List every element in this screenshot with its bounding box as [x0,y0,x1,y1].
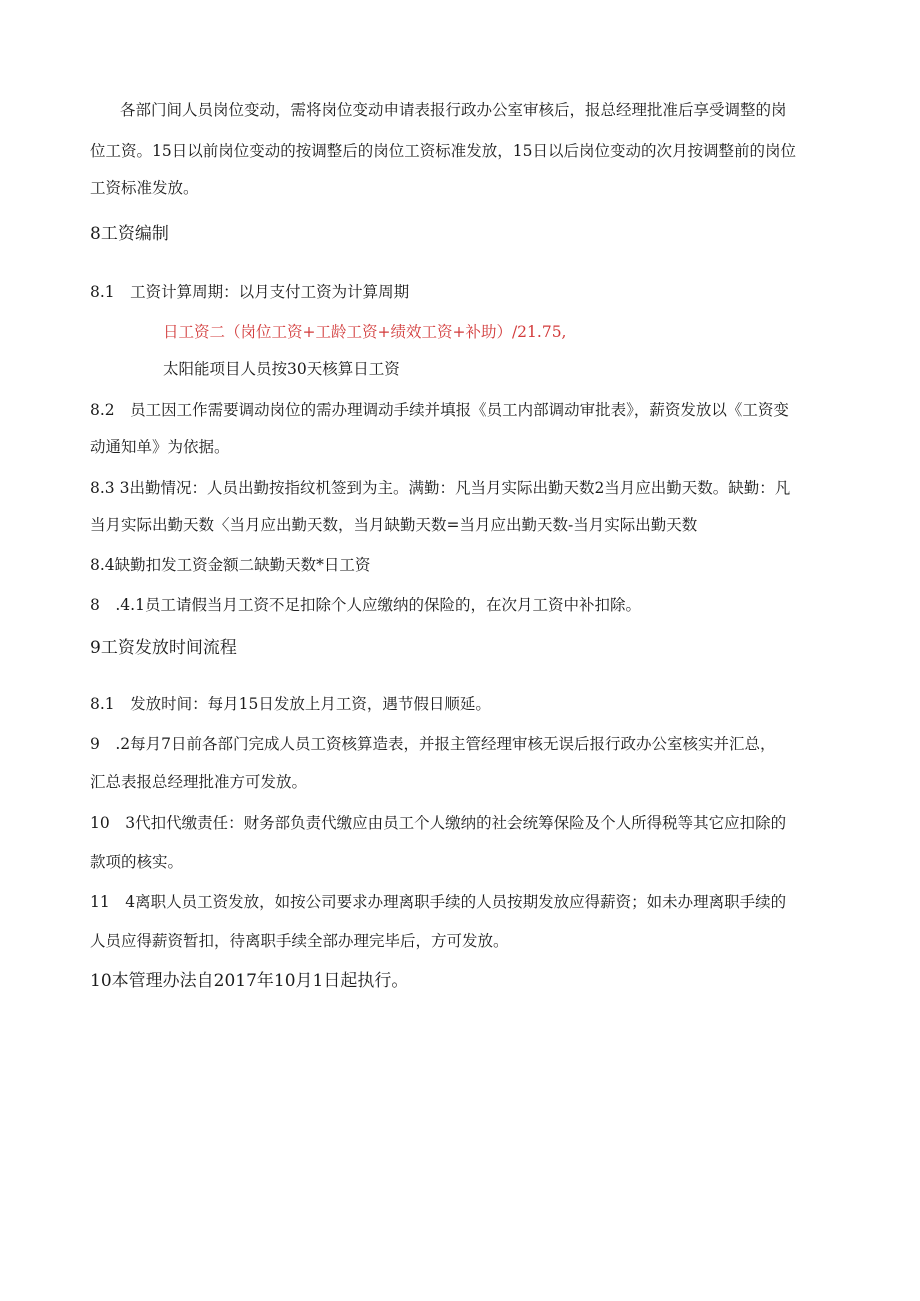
section-8-title: 8工资编制 [90,224,169,244]
section-9-item-4-line-1: 11 4离职人员工资发放，如按公司要求办理离职手续的人员按期发放应得薪资；如未办理离职手续的 [90,893,787,911]
section-8-item-3-line-1: 8.3 3出勤情况：人员出勤按指纹机签到为主。满勤：凡当月实际出勤天数2当月应出勤天数。缺勤：凡 [90,479,791,497]
intro-line-2: 位工资。15日以前岗位变动的按调整后的岗位工资标准发放，15日以后岗位变动的次月按调整前的岗位 [90,142,796,160]
section-9-item-2-line-2: 汇总表报总经理批准方可发放。 [90,773,308,791]
section-9-item-4-line-2: 人员应得薪资暂扣，待离职手续全部办理完毕后，方可发放。 [90,932,509,950]
section-10-text: 10本管理办法自2017年10月1日起执行。 [90,971,409,991]
daily-wage-formula: 日工资二（岗位工资+工龄工资+绩效工资+补助）/21.75, [163,323,567,341]
intro-line-1: 各部门间人员岗位变动，需将岗位变动申请表报行政办公室审核后，报总经理批准后享受调整的岗 [120,101,787,119]
section-8-item-5: 8 .4.1员工请假当月工资不足扣除个人应缴纳的保险的，在次月工资中补扣除。 [90,596,641,614]
section-8-item-4: 8.4缺勤扣发工资金额二缺勤天数*日工资 [90,556,371,574]
section-9-item-1: 8.1 发放时间：每月15日发放上月工资，遇节假日顺延。 [90,695,491,713]
section-9-item-3-line-2: 款项的核实。 [90,853,184,871]
section-8-item-2-line-1: 8.2 员工因工作需要调动岗位的需办理调动手续并填报《员工内部调动审批表》，薪资发放以《工资变 [90,401,789,419]
intro-line-3: 工资标准发放。 [90,179,199,197]
section-8-item-3-line-2: 当月实际出勤天数〈当月应出勤天数，当月缺勤天数=当月应出勤天数-当月实际出勤天数 [90,516,698,534]
section-8-item-1: 8.1 工资计算周期：以月支付工资为计算周期 [90,283,410,301]
section-8-item-2-line-2: 动通知单》为依据。 [90,438,230,456]
section-9-item-2-line-1: 9 .2每月7日前各部门完成人员工资核算造表，并报主管经理审核无误后报行政办公室核实并汇总， [90,735,776,753]
section-9-title: 9工资发放时间流程 [90,638,237,658]
solar-project-note: 太阳能项目人员按30天核算日工资 [163,360,400,378]
section-9-item-3-line-1: 10 3代扣代缴责任：财务部负责代缴应由员工个人缴纳的社会统筹保险及个人所得税等其它应扣除的 [90,814,787,832]
